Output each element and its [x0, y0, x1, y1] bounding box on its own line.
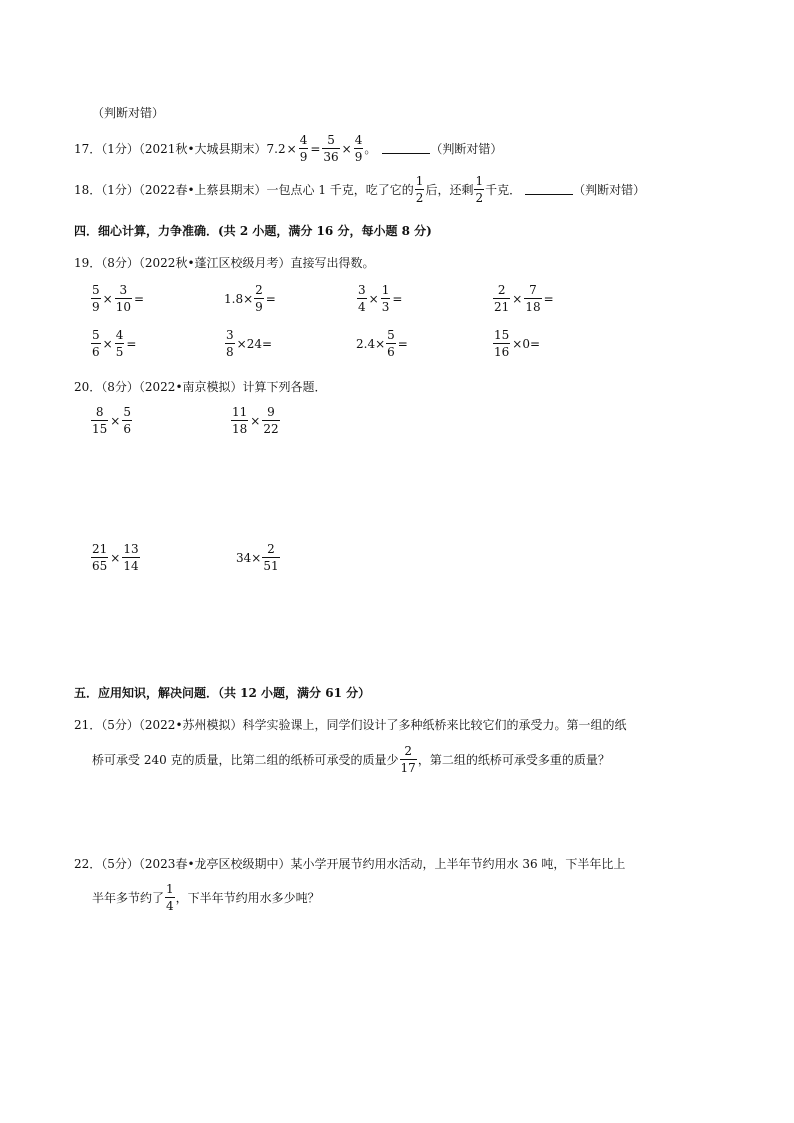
q19-item [356, 284, 403, 313]
fraction: $\frac{5}{6}$ [387, 328, 395, 359]
fraction: $\frac{2}{9}$ [255, 283, 263, 314]
times-sign: × [341, 141, 352, 156]
fraction: $\frac{3}{4}$ [358, 283, 366, 314]
q16-tail: （判断对错） [92, 106, 165, 120]
fraction: $\frac{9}{22}$ [263, 405, 279, 436]
q17-tail: （判断对错） [430, 142, 503, 156]
fraction: $\frac{2}{21}$ [494, 283, 510, 314]
answer-blank[interactable] [525, 184, 573, 195]
q19-item-tail: = [543, 291, 554, 306]
q18-end: 千克． [485, 183, 522, 197]
q19-item [90, 284, 145, 313]
q19-item-tail: = [265, 291, 276, 306]
fraction: $\frac{1}{2}$ [475, 174, 484, 205]
q19-item-lead: 2.4× [356, 336, 386, 351]
q20-prefix: 20．（8分）（2022•南京模拟）计算下列各题． [74, 380, 327, 394]
fraction: $\frac{21}{65}$ [92, 542, 108, 573]
q19-item [90, 329, 137, 358]
section-4-heading: 四．细心计算，力争准确．(共 2 小题，满分 16 分，每小题 8 分) [74, 224, 432, 238]
q17-expr-a: 7.2 [266, 141, 286, 156]
q19-prefix: 19．（8分）（2022秋•蓬江区校级月考）直接写出得数。 [74, 256, 375, 270]
q20-item [90, 543, 141, 572]
q20-item [90, 406, 133, 435]
answer-blank[interactable] [382, 143, 430, 154]
q21-line2a: 桥可承受 240 克的质量，比第二组的纸桥可承受的质量少 [92, 753, 399, 767]
times-sign: × [368, 291, 379, 306]
fraction: $\frac{4}{9}$ [299, 133, 308, 164]
q19-item-tail: = [392, 291, 403, 306]
q17-end: 。 [364, 142, 377, 156]
q21-line2b: ，第二组的纸桥可承受多重的质量？ [417, 753, 610, 767]
q19-item [492, 329, 541, 358]
times-sign: × [286, 141, 297, 156]
fraction: $\frac{1}{4}$ [166, 882, 174, 913]
q22-line2 [92, 883, 320, 912]
times-sign: × [110, 413, 121, 428]
equals-sign: = [310, 141, 321, 156]
q18-prefix: 18．（1分）（2022春•上蔡县期末）一包点心 1 千克，吃了它的 [74, 183, 414, 197]
q19-item [224, 329, 273, 358]
q21-line1: 21．（5分）（2022•苏州模拟）科学实验课上，同学们设计了多种纸桥来比较它们的承受力。第一组的纸 [74, 718, 627, 732]
fraction: $\frac{5}{9}$ [92, 283, 100, 314]
section-5-heading: 五．应用知识，解决问题．（共 12 小题，满分 61 分） [74, 686, 371, 700]
fraction: $\frac{5}{6}$ [123, 405, 131, 436]
fraction: $\frac{3}{8}$ [226, 328, 234, 359]
q19-item-lead: 1.8× [224, 291, 254, 306]
q19-item [492, 284, 555, 313]
q22-line2b: ，下半年节约用水多少吨？ [175, 891, 320, 905]
q19-item-tail: ×24= [236, 336, 273, 351]
q19-item-tail: ×0= [512, 336, 541, 351]
q17-prefix: 17．（1分）（2021秋•大城县期末） [74, 142, 267, 156]
question-18 [74, 175, 645, 204]
q19-item-tail: = [133, 291, 145, 306]
q19-item [356, 329, 409, 358]
fraction: $\frac{1}{2}$ [415, 174, 424, 205]
fraction: $\frac{13}{14}$ [123, 542, 139, 573]
fraction: $\frac{4}{9}$ [354, 133, 363, 164]
q22-line1: 22．（5分）（2023春•龙亭区校级期中）某小学开展节约用水活动，上半年节约用水 36 吨，下半年比上 [74, 857, 626, 871]
times-sign: × [102, 336, 113, 351]
fraction: $\frac{5}{6}$ [92, 328, 100, 359]
q20-item-lead: 34× [236, 550, 262, 565]
q21-line2 [92, 745, 610, 774]
fraction: $\frac{2}{17}$ [400, 744, 416, 775]
question-17 [74, 134, 502, 163]
q20-item [236, 543, 281, 572]
q18-tail: （判断对错） [573, 183, 646, 197]
fraction: $\frac{5}{36}$ [323, 133, 339, 164]
times-sign: × [512, 291, 523, 306]
fraction: $\frac{1}{3}$ [381, 283, 390, 314]
times-sign: × [250, 413, 261, 428]
q19-item-tail: = [397, 336, 408, 351]
fraction: $\frac{15}{16}$ [494, 328, 510, 359]
fraction: $\frac{7}{18}$ [525, 283, 541, 314]
times-sign: × [110, 550, 121, 565]
q18-mid: 后，还剩 [425, 183, 474, 197]
fraction: $\frac{4}{5}$ [115, 328, 124, 359]
times-sign: × [102, 291, 113, 306]
q19-item-tail: = [126, 336, 137, 351]
q20-item [230, 406, 281, 435]
fraction: $\frac{3}{10}$ [115, 283, 131, 314]
fraction: $\frac{8}{15}$ [92, 405, 108, 436]
fraction: $\frac{11}{18}$ [232, 405, 248, 436]
fraction: $\frac{2}{51}$ [263, 542, 279, 573]
q19-item [224, 284, 277, 313]
q22-line2a: 半年多节约了 [92, 891, 165, 905]
